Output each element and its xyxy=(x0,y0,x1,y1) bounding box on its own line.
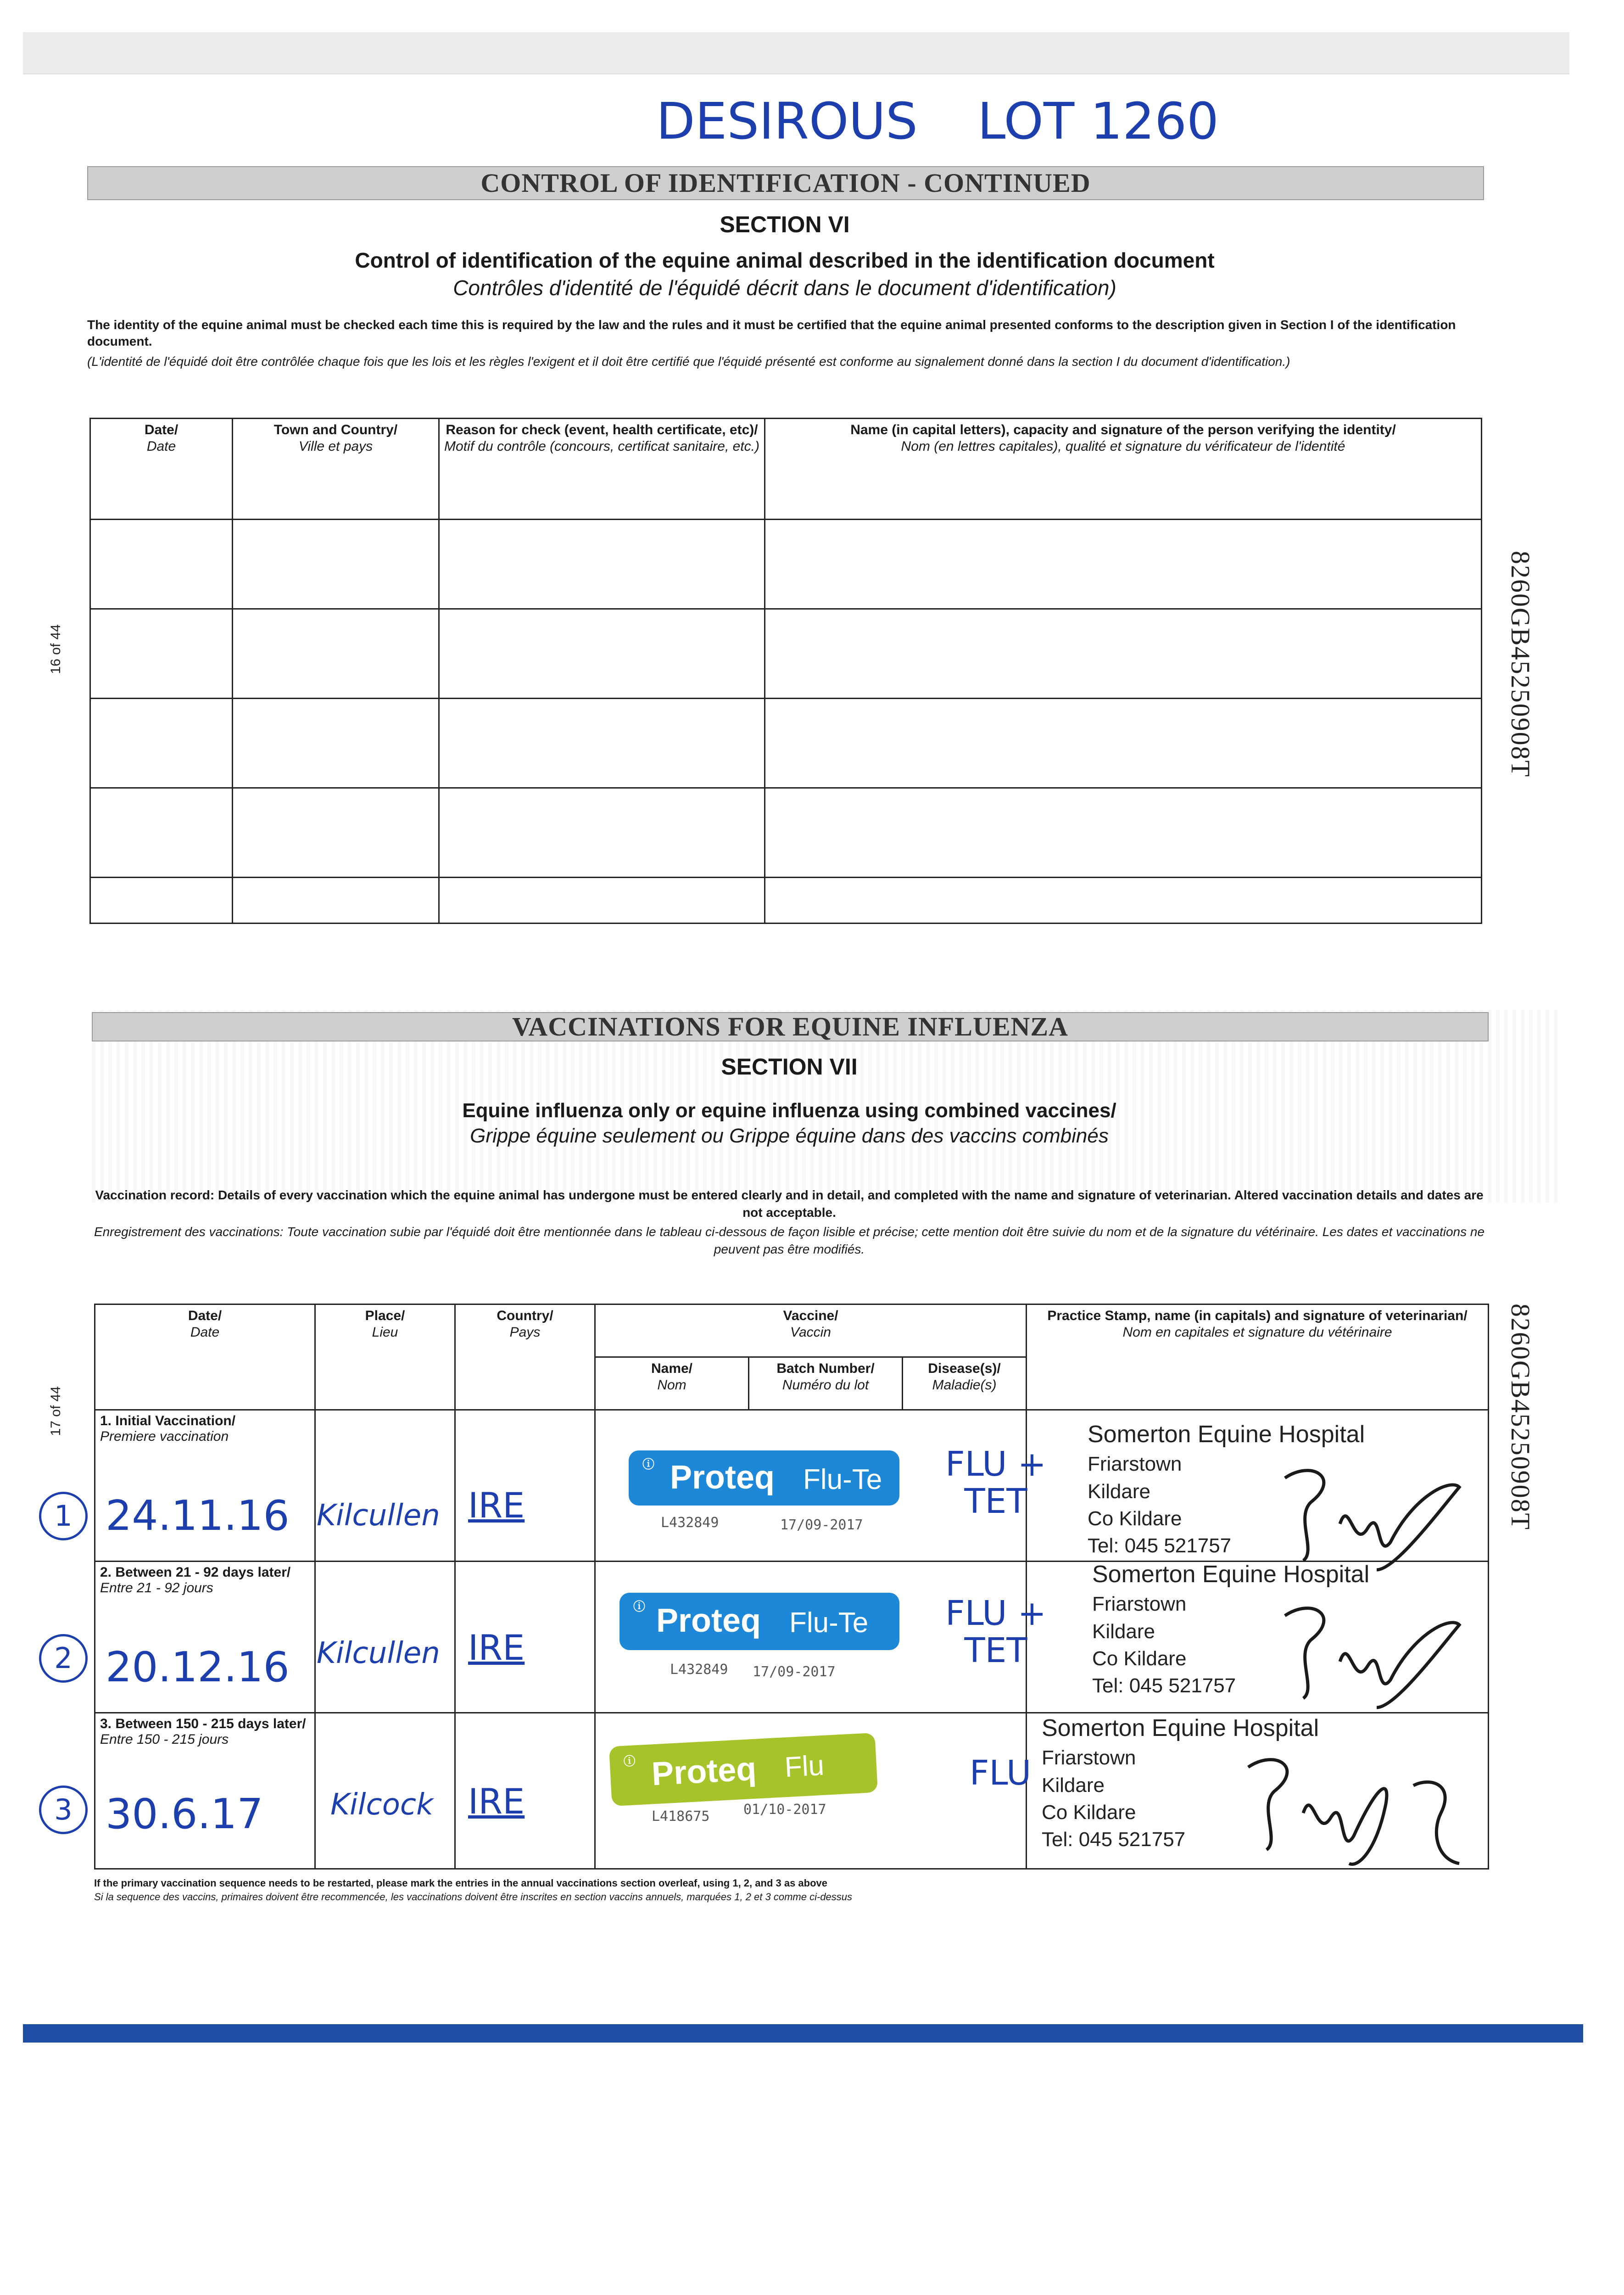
handwritten-lot-number: LOT 1260 xyxy=(977,92,1219,151)
sequence-marker-3: 3 xyxy=(39,1786,88,1834)
table-header-row xyxy=(90,419,1482,520)
vaccine-lot-1: L432849 xyxy=(661,1515,719,1531)
cell-reason[interactable] xyxy=(439,788,765,878)
cell-town[interactable] xyxy=(233,878,439,924)
handwritten-disease-3: FLU xyxy=(969,1753,1032,1793)
column-header-date: Date/ Date xyxy=(95,1304,315,1410)
column-header-name: Name/ Nom xyxy=(595,1357,749,1410)
cell-verifier[interactable] xyxy=(765,878,1482,924)
section6-title-fr: Contrôles d'identité de l'équidé décrit dans le document d'identification) xyxy=(453,276,1116,300)
table-header-row xyxy=(95,1304,1489,1357)
table-row xyxy=(90,878,1482,924)
side-code-upper: 8260GB45250908T xyxy=(1506,551,1535,778)
cell-date[interactable] xyxy=(90,788,233,878)
page-number-17: 17 of 44 xyxy=(48,1386,63,1436)
vaccine-expiry-1: 17/09-2017 xyxy=(780,1517,863,1533)
vet-signature-3 xyxy=(1239,1749,1478,1877)
vaccine-type-3: Flu xyxy=(784,1749,825,1784)
footnote-fr: Si la sequence des vaccins, primaires doivent être recommencée, les vaccinations doivent être inscrites en section vaccins annuels, marquées 1, 2 et 3 comme ci-dessus xyxy=(94,1891,853,1903)
cell-town[interactable] xyxy=(233,699,439,788)
section7-label: SECTION VII xyxy=(721,1054,858,1080)
vaccine-lot-3: L418675 xyxy=(652,1808,710,1825)
section6-instructions-fr: (L'identité de l'équidé doit être contrôlée chaque fois que les lois et les règles l'exigent et il doit être certifié que l'équidé présenté est conforme au signalement donné dans la section I du document d'identification.) xyxy=(87,354,1290,369)
handwritten-date-2: 20.12.16 xyxy=(106,1643,290,1691)
table-row xyxy=(90,699,1482,788)
handwritten-country-1: IRE xyxy=(468,1485,525,1526)
vaccine-brand-2: Proteq xyxy=(656,1602,761,1639)
vaccination-row-1-place-cell[interactable] xyxy=(315,1410,455,1562)
table-row xyxy=(90,520,1482,609)
vaccine-type-1: Flu-Te xyxy=(803,1464,882,1495)
cell-date[interactable] xyxy=(90,520,233,609)
table-row xyxy=(90,609,1482,699)
vaccine-sticker-1 xyxy=(629,1450,899,1506)
handwritten-country-2: IRE xyxy=(468,1627,525,1668)
info-icon: ⓘ xyxy=(633,1600,646,1613)
info-icon: ⓘ xyxy=(642,1457,655,1471)
handwritten-date-1: 24.11.16 xyxy=(106,1492,290,1540)
section7-title-fr: Grippe équine seulement ou Grippe équine dans des vaccins combinés xyxy=(470,1125,1109,1147)
cell-verifier[interactable] xyxy=(765,520,1482,609)
cell-reason[interactable] xyxy=(439,609,765,699)
footnote: If the primary vaccination sequence needs to be restarted, please mark the entries in the annual vaccinations section overleaf, using 1, 2, and 3 as above xyxy=(94,1877,828,1889)
column-header-disease: Disease(s)/ Maladie(s) xyxy=(903,1357,1027,1410)
vet-stamp-3: Somerton Equine Hospital Friarstown Kildare Co Kildare Tel: 045 521757 xyxy=(1042,1715,1319,1851)
cell-reason[interactable] xyxy=(439,699,765,788)
cell-town[interactable] xyxy=(233,609,439,699)
cell-town[interactable] xyxy=(233,520,439,609)
vaccination-row-3-date-cell[interactable]: 3. Between 150 - 215 days later/ Entre 150 - 215 jours xyxy=(95,1713,315,1869)
section7-instructions-fr: Enregistrement des vaccinations: Toute vaccination subie par l'équidé doit être mentionnée dans le tableau ci-dessous de façon lisible et précise; cette mention doit être suivie du nom et de la signature du vétérinaire. Les dates et vaccinations ne peuvent pas être modifiés. xyxy=(94,1225,1485,1256)
vet-stamp-1: Somerton Equine Hospital Friarstown Kildare Co Kildare Tel: 045 521757 xyxy=(1088,1421,1365,1557)
column-header-date: Date/ Date xyxy=(90,419,233,520)
section6-instructions: The identity of the equine animal must be checked each time this is required by the law and the rules and it must be certified that the equine animal presented conforms to the description given in Section I of the identification document. xyxy=(87,318,1456,349)
identity-check-table xyxy=(89,418,1482,924)
vaccine-lot-2: L432849 xyxy=(670,1662,728,1678)
handwritten-country-3: IRE xyxy=(468,1781,525,1822)
handwritten-date-3: 30.6.17 xyxy=(106,1790,263,1838)
column-header-batch: Batch Number/ Numéro du lot xyxy=(749,1357,903,1410)
cell-reason[interactable] xyxy=(439,520,765,609)
column-header-country: Country/ Pays xyxy=(455,1304,595,1410)
vaccine-brand-3: Proteq xyxy=(651,1750,758,1793)
cell-reason[interactable] xyxy=(439,878,765,924)
side-code-lower: 8260GB45250908T xyxy=(1506,1304,1535,1530)
cell-verifier[interactable] xyxy=(765,699,1482,788)
column-header-vet: Practice Stamp, name (in capitals) and signature of veterinarian/ Nom en capitales et signature du vétérinaire xyxy=(1027,1304,1489,1410)
section7-title: Equine influenza only or equine influenza using combined vaccines/ xyxy=(462,1099,1116,1122)
vaccine-expiry-2: 17/09-2017 xyxy=(753,1664,836,1680)
vet-signature-2 xyxy=(1276,1597,1468,1717)
vaccination-row-2-date-cell[interactable]: 2. Between 21 - 92 days later/ Entre 21 - 92 jours xyxy=(95,1562,315,1713)
section6-title: Control of identification of the equine animal described in the identification document xyxy=(355,248,1215,272)
section6-label: SECTION VI xyxy=(720,212,850,237)
cell-verifier[interactable] xyxy=(765,788,1482,878)
vaccine-expiry-3: 01/10-2017 xyxy=(743,1802,826,1818)
handwritten-horse-name: DESIROUS xyxy=(656,92,918,151)
cell-verifier[interactable] xyxy=(765,609,1482,699)
handwritten-disease-2: FLU + TET xyxy=(945,1594,1046,1671)
info-icon: ⓘ xyxy=(623,1754,636,1769)
vaccine-type-2: Flu-Te xyxy=(789,1607,869,1639)
footer-blue-band xyxy=(23,2024,1583,2043)
handwritten-place-2: Kilcullen xyxy=(317,1636,440,1670)
table-row xyxy=(90,788,1482,878)
handwritten-place-1: Kilcullen xyxy=(317,1499,440,1533)
cell-date[interactable] xyxy=(90,699,233,788)
cell-date[interactable] xyxy=(90,609,233,699)
section6-banner: CONTROL OF IDENTIFICATION - CONTINUED xyxy=(87,166,1484,200)
scan-top-band xyxy=(23,32,1569,74)
sequence-marker-1: 1 xyxy=(39,1492,88,1540)
column-header-vaccine: Vaccine/ Vaccin xyxy=(595,1304,1027,1357)
vaccine-brand-1: Proteq xyxy=(670,1459,775,1496)
vaccination-row-1-date-cell[interactable]: 1. Initial Vaccination/ Premiere vaccination xyxy=(95,1410,315,1562)
vet-stamp-2: Somerton Equine Hospital Friarstown Kildare Co Kildare Tel: 045 521757 xyxy=(1092,1561,1370,1697)
section7-instructions: Vaccination record: Details of every vaccination which the equine animal has undergone must be entered clearly and in detail, and completed with the name and signature of veterinarian. Altered vaccination details and dates are not acceptable. xyxy=(95,1188,1484,1220)
sequence-marker-2: 2 xyxy=(39,1634,88,1683)
column-header-reason: Reason for check (event, health certificate, etc)/ Motif du contrôle (concours, certificat sanitaire, etc.) xyxy=(439,419,765,520)
vaccine-sticker-2 xyxy=(619,1593,899,1650)
cell-date[interactable] xyxy=(90,878,233,924)
column-header-verifier: Name (in capital letters), capacity and signature of the person verifying the identity/ Nom (en lettres capitales), qualité et signature du vérificateur de l'identité xyxy=(765,419,1482,520)
section7-banner: VACCINATIONS FOR EQUINE INFLUENZA xyxy=(92,1012,1489,1041)
page-number-16: 16 of 44 xyxy=(48,624,63,674)
handwritten-disease-1: FLU + TET xyxy=(945,1444,1046,1522)
handwritten-place-3: Kilcock xyxy=(330,1788,434,1822)
column-header-place: Place/ Lieu xyxy=(315,1304,455,1410)
column-header-town: Town and Country/ Ville et pays xyxy=(233,419,439,520)
cell-town[interactable] xyxy=(233,788,439,878)
